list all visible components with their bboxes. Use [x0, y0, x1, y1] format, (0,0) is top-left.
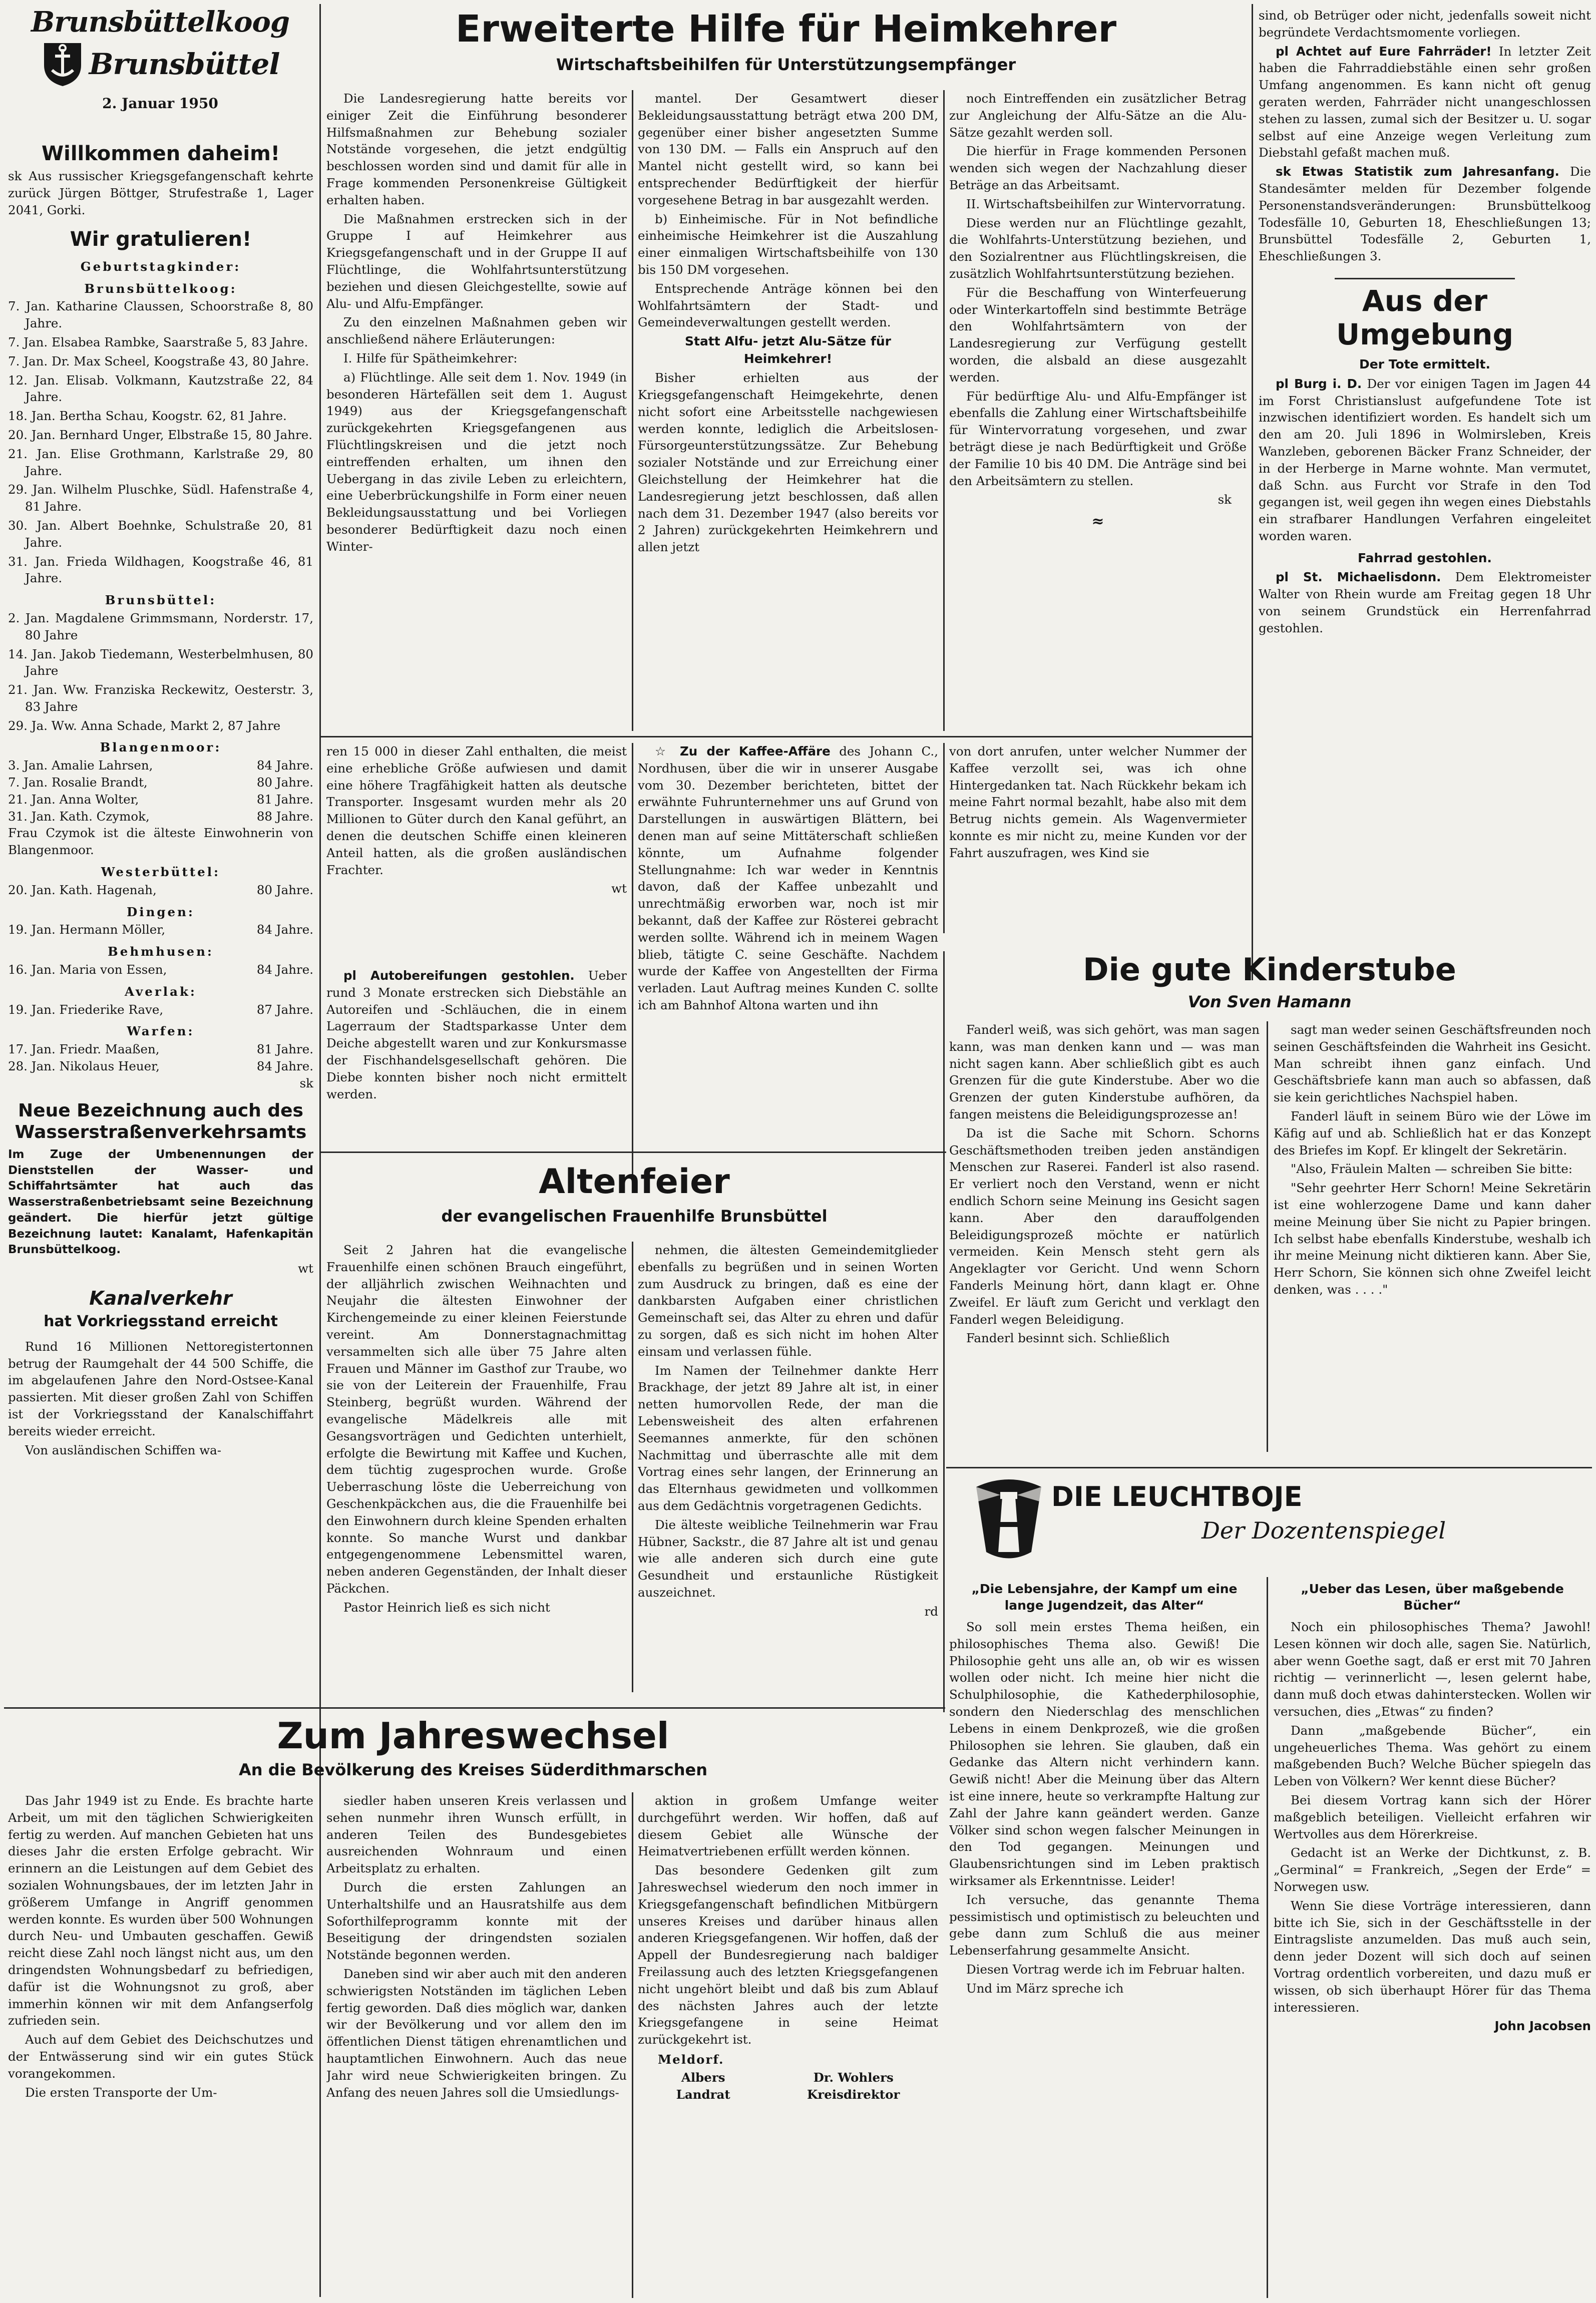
- tote-head: Der Tote ermittelt.: [1359, 357, 1491, 372]
- birthday-name: 3. Jan. Amalie Lahrsen,: [8, 758, 153, 773]
- alu-body: Bisher erhielten aus der Kriegsgefangenschaft Heimgekehrte, denen nicht sofort eine Arbeitsstelle nachgewiesen werden konnte, lediglich die Arbeitslosen-Fürsorgeunterstützungssätze. Zur Behebung sozialer Notstände und zur Erreichung einer Gleichstellung der Heimkehrer hat die Landesregierung jetzt beschlossen, daß allen nach dem 31. Dezember 1947 (also bereits vor 2 Jahren) zurückgekehrten Heimkehrern und allen jetzt: [638, 370, 938, 555]
- rule-leuchtboje-top: [946, 1467, 1592, 1468]
- kaffee-lead: ☆ Zu der Kaffee-Affäre: [655, 744, 831, 758]
- rule-umgebung: [1335, 278, 1515, 279]
- jahreswechsel-subtitle: An die Bevölkerung des Kreises Süderdithmarschen: [239, 1760, 707, 1779]
- rule-hk-bottom: [320, 736, 1252, 737]
- birthday-name: 17. Jan. Friedr. Maaßen,: [8, 1042, 160, 1057]
- wasser-title: Neue Bezeichnung auch des Wasserstraßenverkehrsamts: [15, 1100, 307, 1142]
- gratulieren-title: Wir gratulieren!: [70, 227, 252, 251]
- birthday-age: 80 Jahre.: [256, 775, 313, 790]
- lebensjahre-head: „Die Lebensjahre, der Kampf um eine lange Jugendzeit, das Alter“: [971, 1582, 1238, 1613]
- altenfeier-paragraph: Im Namen der Teilnehmer dankte Herr Brackhage, der jetzt 89 Jahre alt ist, in einer netten humorvollen Rede, der man die Lebensweisheit des alten erfahrenen Seemannes anmerkte, für den schönen Nachmittag und überraschte alle mit dem Vortrag eines sehr langen, der Erinnerung an das Elternhaus gewidmeten und vollkommen aus dem Gedächtnis vorgetragenen Gedichts.: [638, 1363, 938, 1513]
- lesen-head: „Ueber das Lesen, über maßgebende Bücher“: [1301, 1582, 1564, 1613]
- kanal-cont-body: ren 15 000 in dieser Zahl enthalten, die meist eine erhebliche Größe aufwiesen und damit eine höhere Tragfähigkeit hatten als deutsche Transporter. Insgesamt wurden mehr als 20 Millionen to Güter durch den Kanal geführt, an denen die deutschen Schiffe einen kleineren Anteil hatten, als die großen ausländischen Frachter.: [326, 744, 627, 877]
- bm-list: [8, 757, 313, 825]
- kinderstube-paragraph: "Also, Fräulein Malten — schreiben Sie bitte:: [1291, 1162, 1572, 1177]
- jahreswechsel-col1: [8, 1792, 313, 2298]
- fahrrad-gestohlen-body: Dem Elektromeister Walter von Rhein wurde am Freitag gegen 18 Uhr von seinem Grundstück ein Herrenfahrrad gestohlen.: [1259, 570, 1591, 635]
- koog-label: Brunsbüttelkoog:: [84, 281, 237, 296]
- jahreswechsel-title: Zum Jahreswechsel: [277, 1715, 669, 1757]
- fahrrad-lead: pl Achtet auf Eure Fahrräder!: [1276, 44, 1492, 59]
- be-label: Behmhusen:: [108, 944, 214, 959]
- autoreifen-article: [326, 967, 627, 1183]
- kaffee-col2: [949, 743, 1247, 943]
- leuchtboje-paragraph: Wenn Sie diese Vorträge interessieren, dann bitte ich Sie, sich in der Geschäftsstelle in der Eintragsliste anzumelden. Das muß auch sein, denn jeder Dozent will sich doch auf seinen Vortrag ordentlich vorbereiten, und dazu muß er wissen, ob sich überhaupt Hörer für das Thema interessieren.: [1274, 1898, 1591, 2015]
- betrueger-intro: sind, ob Betrüger oder nicht, jedenfalls soweit nicht begründete Verdachtsmomente vorliegen.: [1259, 8, 1591, 40]
- heimkehrer-col3: [949, 90, 1247, 731]
- leuchtboje-paragraph: Dann „maßgebende Bücher“, ein ungeheuerliches Thema. Was gehört zu einem maßgebenden Buch? Welche Bücher spiegeln das Leben von Völkern? Wer kennt diese Bücher?: [1274, 1723, 1591, 1789]
- rule-mid-1: [632, 743, 633, 1184]
- rule-mid-2: [943, 743, 945, 933]
- birthday-entry: 21. Jan. Ww. Franziska Reckewitz, Oesterstr. 3, 83 Jahre: [8, 682, 313, 714]
- jahreswechsel-paragraph: siedler haben unseren Kreis verlassen und sehen nunmehr ihren Wunsch erfüllt, in anderen Teilen des Bundesgebietes ausreichenden Wohnraum und einen Arbeitsplatz zu erhalten.: [326, 1793, 627, 1876]
- heimkehrer-paragraph: Die Landesregierung hatte bereits vor einiger Zeit die Einführung besonderer Hilfsmaßnahmen zur Behebung sozialer Notstände vorgesehen, die jetzt endgültig beschlossen worden sind und damit für alle in Frage kommenden Personenkreise Gültigkeit erhalten haben.: [326, 91, 627, 207]
- jahreswechsel-paragraph: Das Jahr 1949 ist zu Ende. Es brachte harte Arbeit, um mit den täglichen Schwierigkeiten fertig zu werden. Auf manchen Gebieten hat uns dieses Jahr die ersten Erfolge gebracht. Wir erinnern an die Leistungen auf dem Gebiet des sozialen Wohnungsbaues, der im letzten Jahr in größerem Umfange in Angriff genommen werden konnte. Es wurden über 500 Wohnungen durch Neu- und Umbauten geschaffen. Gewiß reicht diese Zahl noch längst nicht aus, um den dringendsten Wohnungsbedarf zu befriedigen, dafür ist die Wohnungsnot zu groß, aber immerhin können wir mit dem Anfangserfolg zufrieden sein.: [8, 1793, 313, 2028]
- koog-list: [8, 298, 313, 587]
- kinderstube-col1: [949, 1021, 1260, 1462]
- be-list: [8, 961, 313, 978]
- birthday-name: 21. Jan. Anna Wolter,: [8, 792, 139, 807]
- bb-list: [8, 610, 313, 734]
- birthday-age: 84 Jahre.: [256, 922, 313, 937]
- right-top-column: [1259, 7, 1591, 978]
- heimkehrer-paragraph: I. Hilfe für Spätheimkehrer:: [343, 350, 518, 365]
- signer-albers-role: Landrat: [676, 2087, 730, 2102]
- rule-af: [632, 1242, 633, 1692]
- bm-note: Frau Czymok ist die älteste Einwohnerin von Blangenmoor.: [8, 826, 313, 858]
- birthday-entry: [8, 757, 313, 774]
- birthday-entry: 7. Jan. Dr. Max Scheel, Koogstraße 43, 80 Jahre.: [8, 353, 309, 368]
- umgebung-title: Aus der Umgebung: [1336, 283, 1513, 351]
- birthday-entry: [8, 774, 313, 791]
- wasser-body: Im Zuge der Umbenennungen der Dienststellen der Wasser- und Schiffahrtsämter hat auch das Wasserstraßenbetriebsamt seine Bezeichnung geändert. Die hierfür jetzt gültige Bezeichnung lautet: Kanalamt, Hafenkapitän Brunsbüttelkoog.: [8, 1148, 313, 1257]
- birthday-entry: 31. Jan. Frieda Wildhagen, Koogstraße 46, 81 Jahre.: [8, 554, 313, 586]
- birthday-name: 19. Jan. Hermann Möller,: [8, 922, 166, 937]
- birthday-entry: 2. Jan. Magdalene Grimmsmann, Norderstr. 17, 80 Jahre: [8, 610, 313, 642]
- leuchtboje-col1: [949, 1577, 1260, 2298]
- jahreswechsel-paragraph: Daneben sind wir aber auch mit den anderen schwierigsten Notständen im täglichen Leben fertig geworden. Daß dies möglich war, danken wir der Bevölkerung und vor allem den im öffentlichen Dienst tätigen ehrenamtlichen und hauptamtlichen Einwohnern. Auch das neue Jahr wird neue Schwierigkeiten bringen. Zu Anfang des neuen Jahres soll die Umsiedlungs-: [326, 1966, 627, 2100]
- statistik-body: Die Standesämter melden für Dezember folgende Personenstandsveränderungen: Brunsbüttelkoog Todesfälle 10, Geburten 18, Eheschließungen 13; Brunsbüttel Todesfälle 2, Geburten 1, Eheschließungen 3.: [1259, 164, 1591, 264]
- kinderstube-paragraph: Fanderl weiß, was sich gehört, was man sagen kann, was man denken kann und — was man nicht sagen kann. Aber schließlich gibt es auch Grenzen für die gute Kinderstube. Aber wo die Grenzen der guten Kinderstube aufhören, da fangen meistens die Beleidigungsprozesse an!: [949, 1022, 1260, 1121]
- birthday-entry: 14. Jan. Jakob Tiedemann, Westerbelmhusen, 80 Jahre: [8, 646, 313, 678]
- birthday-entry: 7. Jan. Katharine Claussen, Schoorstraße 8, 80 Jahre.: [8, 299, 313, 331]
- wb-label: Westerbüttel:: [101, 865, 221, 880]
- kinderstube-paragraph: Fanderl läuft in seinem Büro wie der Löwe im Käfig auf und ab. Schließlich hat er das Konzept des Briefes im Kopf. Er klingelt der Sekretärin.: [1274, 1108, 1591, 1158]
- heimkehrer-paragraph: Für bedürftige Alu- und Alfu-Empfänger ist ebenfalls die Zahlung einer Wirtschaftsbeihilfe für Wintervorratung vorgesehen, und zwar beträgt diese je nach Bedürftigkeit und Größe der Familie 10 bis 40 DM. Die Anträge sind bei den Arbeitsämtern zu stellen.: [949, 389, 1247, 488]
- birthday-age: 84 Jahre.: [256, 758, 313, 773]
- willkommen-body: sk Aus russischer Kriegsgefangenschaft kehrte zurück Jürgen Böttger, Strufestraße 1, Lager 2041, Gorki.: [8, 169, 313, 217]
- column-rule-right: [1252, 4, 1253, 980]
- birthday-entry: [8, 961, 313, 978]
- leuchtboje-title: DIE LEUCHTBOJE: [1051, 1481, 1303, 1512]
- rule-hk-2: [943, 90, 945, 731]
- altenfeier-subtitle: der evangelischen Frauenhilfe Brunsbüttel: [441, 1207, 828, 1226]
- jahreswechsel-col3: [638, 1792, 938, 2298]
- heimkehrer-col2: [638, 90, 938, 731]
- gratulieren-signature: sk: [299, 1075, 313, 1090]
- heimkehrer-paragraph: Entsprechende Anträge können bei den Wohlfahrtsämtern der Stadt- und Gemeindeverwaltungen gestellt werden.: [638, 281, 938, 330]
- leuchtboje-signature: John Jacobsen: [1494, 2019, 1591, 2034]
- rule-jahreswechsel-top: [4, 1707, 945, 1709]
- birthday-age: 81 Jahre.: [256, 792, 313, 807]
- birthday-age: 84 Jahre.: [256, 962, 313, 977]
- kanal-p2: Von ausländischen Schiffen wa-: [25, 1442, 222, 1457]
- birthday-name: 16. Jan. Maria von Essen,: [8, 962, 167, 977]
- fahrrad-body: In letzter Zeit haben die Fahrraddiebstähle einen sehr großen Umfang angenommen. Es kann nicht oft genug geraten werden, Fahrräder nicht unangeschlossen stehen zu lassen, zumal sich der Besitzer u. U. sogar selbst auf eine Anzeige wegen Verleitung zum Diebstahl gefaßt machen muß.: [1259, 44, 1591, 160]
- alu-head: Statt Alfu- jetzt Alu-Sätze für Heimkehrer!: [685, 334, 891, 366]
- jahreswechsel-paragraph: aktion in großem Umfange weiter durchgeführt werden. Wir hoffen, daß auf diesem Gebiet alle Wünsche der Heimatvertriebenen erfüllt werden können.: [638, 1793, 938, 1859]
- kinderstube-author: Von Sven Hamann: [1187, 992, 1352, 1011]
- leuchtboje-paragraph: Ich versuche, das genannte Thema pessimistisch und optimistisch zu beleuchten und gebe dann zum Schluß die aus meiner Lebenserfahrung gesammelte Ansicht.: [949, 1892, 1260, 1958]
- heimkehrer-paragraph: II. Wirtschaftsbeihilfen zur Wintervorratung.: [966, 196, 1246, 211]
- heimkehrer-paragraph: Die Maßnahmen erstrecken sich in der Gruppe I auf Heimkehrer aus Kriegsgefangenschaft und in der Gruppe II auf Flüchtlinge, die Wohlfahrtsunterstützung beziehen und diesen Gleichgestellte, sowie auf Alu- und Alfu-Empfänger.: [326, 211, 627, 311]
- rule-mid-3: [943, 951, 945, 1712]
- wa-list: [8, 1041, 313, 1075]
- birthday-age: 80 Jahre.: [256, 882, 313, 897]
- di-label: Dingen:: [127, 904, 195, 919]
- kaffee-col1: [638, 743, 938, 1184]
- birthday-name: 7. Jan. Rosalie Brandt,: [8, 775, 148, 790]
- altenfeier-paragraph: Die älteste weibliche Teilnehmerin war Frau Hübner, Sackstr., die 87 Jahre alt ist und genau wie alle anderen sich durch eine gute Gesundheit und erstaunliche Rüstigkeit auszeichnet.: [638, 1517, 938, 1600]
- birthday-name: 20. Jan. Kath. Hagenah,: [8, 882, 157, 897]
- heimkehrer-paragraph: Diese werden nur an Flüchtlinge gezahlt, die Wohlfahrts-Unterstützung beziehen, und den Sozialrentner aus Flüchtlingskreisen, die zusätzlich Wohlfahrtsunterstützung beziehen.: [949, 215, 1247, 281]
- bm-label: Blangenmoor:: [100, 740, 222, 755]
- heimkehrer-subtitle: Wirtschaftsbeihilfen für Unterstützungsempfänger: [556, 55, 1016, 74]
- birthday-name: 19. Jan. Friederike Rave,: [8, 1002, 164, 1017]
- birthday-entry: [8, 808, 313, 825]
- kaffee-body1: des Johann C., Nordhusen, über die wir in unserer Ausgabe vom 30. Dezember berichteten, bittet der erwähnte Fuhrunternehmer uns auf Grund von Darstellungen in auswärtigen Blättern, bei denen man auf seine Mittäterschaft schließen könnte, um Aufnahme folgender Stellungnahme: Ich war weder in Kenntnis davon, daß der Kaffee unbezahlt und unrechtmäßig erworben war, noch ist mir bekannt, daß der Kaffee zur Rösterei gebracht werden sollte. Während ich in meinem Wagen blieb, tätigte C. seine Geschäfte. Nachdem wurde der Kaffee von Angestellten der Firma verladen. Laut Auftrag meines Kunden C. sollte ich am Bahnhof Altona warten und ihn: [638, 744, 938, 1012]
- heimkehrer-paragraph: mantel. Der Gesamtwert dieser Bekleidungsausstattung beträgt etwa 200 DM, gegenüber einer bisher angesetzten Summe von 130 DM. — Falls ein Anspruch auf den Mantel nicht gestellt wird, so kann bei entsprechender Bedürftigkeit der hierfür vorgesehene Betrag in bar ausgezahlt werden.: [638, 91, 938, 207]
- altenfeier-signature: rd: [924, 1604, 938, 1619]
- kinderstube-paragraph: Fanderl besinnt sich. Schließlich: [966, 1331, 1170, 1346]
- bb-label: Brunsbüttel:: [105, 593, 217, 608]
- willkommen-title: Willkommen daheim!: [41, 142, 280, 165]
- jahreswechsel-paragraph: Auch auf dem Gebiet des Deichschutzes und der Entwässerung sind wir ein gutes Stück vorangekommen.: [8, 2032, 313, 2081]
- coat-of-arms-icon: [41, 40, 84, 88]
- av-list: [8, 1001, 313, 1018]
- altenfeier-paragraph: Pastor Heinrich ließ es sich nicht: [343, 1600, 550, 1615]
- rule-altenfeier-top: [320, 1152, 946, 1153]
- heimkehrer-paragraph: noch Eintreffenden ein zusätzlicher Betrag zur Angleichung der Alfu-Sätze an die Alu-Sätze gezahlt werden soll.: [949, 91, 1247, 140]
- ornament-divider-icon: ≈: [1091, 513, 1104, 531]
- leuchtboje-paragraph: Noch ein philosophisches Thema? Jawohl! Lesen können wir doch alle, sagen Sie. Natürlich, aber wenn Goethe sagt, daß er erst mit 70 Jahren richtig — verinnerlicht —, lesen gelernt habe, dann muß doch etwas dahinterstecken. Wollen wir versuchen, dies „Etwas“ zu finden?: [1274, 1620, 1591, 1719]
- birthday-entry: [8, 1041, 313, 1058]
- autoreifen-body: Ueber rund 3 Monate erstrecken sich Diebstähle an Autoreifen und -Schläuchen, die in einem Lagerraum der Stadtsparkasse Unter dem Deiche abgestellt waren und zur Konkursmasse der Fischhandelsgesellschaft gehören. Die Diebe konnten bisher noch nicht ermittelt werden.: [326, 968, 627, 1101]
- fahrrad-gestohlen-head: Fahrrad gestohlen.: [1358, 550, 1492, 565]
- birthday-entry: [8, 1058, 313, 1075]
- birthday-entry: 12. Jan. Elisab. Volkmann, Kautzstraße 22, 84 Jahre.: [8, 372, 313, 405]
- heimkehrer-paragraph: a) Flüchtlinge. Alle seit dem 1. Nov. 1949 (in besonderen Härtefällen seit dem 1. August 1949) aus der Kriegsgefangenschaft zurückgekehrten Kriegsgefangenen aus Flüchtlingskreisen und die jetzt noch eintreffenden erhalten, um ihnen den Uebergang in das zivile Leben zu erleichtern, eine Ueberbrückungshilfe in Form einer neuen Bekleidungsausstattung und bei Vorliegen besonderer Bedürftigkeit dazu noch einen Winter-: [326, 369, 627, 554]
- issue-date: 2. Januar 1950: [102, 95, 218, 112]
- heimkehrer-paragraph: b) Einheimische. Für in Not befindliche einheimische Heimkehrer ist die Auszahlung einer einmaligen Wirtschaftsbeihilfe von 130 bis 150 DM vorgesehen.: [638, 211, 938, 277]
- jahreswechsel-paragraph: Die ersten Transporte der Um-: [25, 2085, 217, 2100]
- av-label: Averlak:: [125, 984, 197, 999]
- tote-body: Der vor einigen Tagen im Jagen 44 im Forst Christianslust aufgefundene Tote ist inzwischen identifiziert worden. Es handelt sich um den am 20. Juli 1896 in Wolmirsleben, Kreis Wanzleben, geborenen Bäcker Franz Schneider, der in der Herberge in Marne wohnte. Man vermutet, daß Schn. aus Furcht vor Strafe in den Tod gegangen ist, weil gegen ihn wegen eines Diebstahls ein strafbarer Handlungen Verfahren eingeleitet worden waren.: [1259, 376, 1591, 543]
- birthday-entry: 18. Jan. Bertha Schau, Koogstr. 62, 81 Jahre.: [8, 409, 287, 424]
- gratulieren-subtitle: Geburtstagkinder:: [80, 259, 241, 274]
- birthday-entry: [8, 921, 313, 938]
- kinderstube-paragraph: sagt man weder seinen Geschäftsfreunden noch seinen Geschäftsfeinden die Wahrheit ins Gesicht. Man schreibt ihnen ganz einfach. Und Geschäftsbriefe kann man auch so abfassen, daß sie kein gerichtliches Nachspiel haben.: [1274, 1022, 1591, 1105]
- birthday-name: 31. Jan. Kath. Czymok,: [8, 809, 150, 824]
- birthday-entry: 29. Jan. Wilhelm Pluschke, Südl. Hafenstraße 4, 81 Jahre.: [8, 482, 313, 514]
- jahreswechsel-paragraph: Das besondere Gedenken gilt zum Jahreswechsel wiederum den noch immer in Kriegsgefangenschaft befindlichen Mitbürgern unseres Kreises und darüber hinaus allen anderen Kriegsgefangenen. Wir hoffen, daß der Appell der Bundesregierung nach baldiger Freilassung auch des letzten Kriegsgefangenen nicht ungehört bleibt und daß bis zum Ablauf des nächsten Jahres auch der letzte Kriegsgefangene in seine Heimat zurückgekehrt ist.: [638, 1863, 938, 2047]
- birthday-entry: 20. Jan. Bernhard Unger, Elbstraße 15, 80 Jahre.: [8, 427, 313, 442]
- heimkehrer-signature: sk: [1218, 492, 1232, 507]
- masthead-line2: Brunsbüttel: [89, 47, 280, 81]
- birthday-entry: 21. Jan. Elise Grothmann, Karlstraße 29, 80 Jahre.: [8, 446, 313, 478]
- heimkehrer-col1: [326, 90, 627, 731]
- birthday-age: 84 Jahre.: [256, 1059, 313, 1074]
- birthday-age: 81 Jahre.: [256, 1042, 313, 1057]
- fahrrad-gestohlen-lead: pl St. Michaelisdonn.: [1276, 570, 1441, 585]
- jahreswechsel-paragraph: Durch die ersten Zahlungen an Unterhaltshilfe und an Hausratshilfe aus dem Soforthilfeprogramm konnte mit der Beseitigung der dringendsten sozialen Notstände begonnen werden.: [326, 1879, 627, 1963]
- masthead-line1: Brunsbüttelkoog: [31, 6, 289, 39]
- heimkehrer-paragraph: Für die Beschaffung von Winterfeuerung oder Winterkartoffeln sind bestimmte Beträge den Wohlfahrtsämtern von der Landesregierung zur Verfügung gestellt worden, die alsbald an diese ausgezahlt werden.: [949, 285, 1247, 385]
- wb-list: [8, 882, 313, 899]
- signer-wohlers-role: Kreisdirektor: [807, 2087, 900, 2102]
- column-rule-left: [319, 4, 321, 2297]
- kanal-p1: Rund 16 Millionen Nettoregistertonnen betrug der Raumgehalt der 44 500 Schiffe, die im abgelaufenen Jahre den Nord-Ostsee-Kanal passierten. Mit dieser großen Zahl von Schiffen ist der Vorkriegsstand der Kanalschiffahrt bereits wieder erreicht.: [8, 1339, 313, 1438]
- di-list: [8, 921, 313, 938]
- heimkehrer-paragraph: Die hierfür in Frage kommenden Personen wenden sich wegen der Nachzahlung dieser Beträge an das Arbeitsamt.: [949, 144, 1247, 192]
- autoreifen-lead: pl Autobereifungen gestohlen.: [343, 968, 575, 983]
- leuchtboje-col2: [1274, 1577, 1591, 2298]
- birthday-entry: 7. Jan. Elsabea Rambke, Saarstraße 5, 83 Jahre.: [8, 334, 308, 349]
- leuchtboje-subtitle: Der Dozentenspiegel: [1202, 1517, 1446, 1544]
- wa-label: Warfen:: [127, 1024, 195, 1039]
- signer-albers-name: Albers: [681, 2070, 725, 2085]
- leuchtboje-paragraph: Gedacht ist an Werke der Dichtkunst, z. B. „Germinal“ = Frankreich, „Segen der Erde“ = Norwegen usw.: [1274, 1845, 1591, 1894]
- birthday-name: 28. Jan. Nikolaus Heuer,: [8, 1059, 160, 1074]
- leuchtboje-paragraph: Und im März spreche ich: [966, 1981, 1124, 1996]
- altenfeier-col2: [638, 1242, 938, 1702]
- birthday-age: 88 Jahre.: [256, 809, 313, 824]
- altenfeier-col1: [326, 1242, 627, 1702]
- kinderstube-paragraph: Da ist die Sache mit Schorn. Schorns Geschäftsmethoden treiben jeden anständigen Menschen zur Raserei. Fanderl ist also rasend. Er verliert noch den Verstand, wenn er nicht endlich Schorn seine Meinung ins Gesicht sagen kann. Aber den darauffolgenden Beleidigungsprozeß möchte er natürlich vermeiden. Kein Mensch steht gern als Angeklagter vor Gericht. Und wenn Schorn Fanderls Meinung hört, dann klagt er. Ohne Zweifel. Er läuft zum Gericht und verklagt den Fanderl wegen Beleidigung.: [949, 1125, 1260, 1327]
- leuchtboje-paragraph: So soll mein erstes Thema heißen, ein philosophisches Thema also. Gewiß! Die Philosophie geht uns alle an, ob wir es wissen wollen oder nicht. Ich meine hier nicht die Schulphilosophie, die Kathederphilosophie, sondern den Niederschlag des menschlichen Lebens in einem Denkprozeß, wie die großen Philosophen sie lehren. Sie glauben, daß ein Gedanke das Altern nicht verhindern kann. Gewiß nicht! Aber die Meinung über das Altern ist eine innere, heute so verkrampfte Haltung zur Zahl der Jahre kann geändert werden. Ganze Völker sind schon wegen falscher Meinungen in den Tod gegangen. Meinungen und Glaubensrichtungen sind im Leben praktisch wirksamer als Erkenntnisse. Leider!: [949, 1620, 1260, 1888]
- altenfeier-paragraph: nehmen, die ältesten Gemeindemitglieder ebenfalls zu begrüßen und in seinen Worten zum Ausdruck zu bringen, daß es eine der dankbarsten Aufgaben einer christlichen Gemeinschaft sei, das Alter zu ehren und dafür zu sorgen, daß es sich nicht im hohen Alter einsam und verlassen fühle.: [638, 1243, 938, 1359]
- rule-hk-1: [632, 90, 633, 731]
- birthday-entry: 30. Jan. Albert Boehnke, Schulstraße 20, 81 Jahre.: [8, 518, 313, 550]
- wasser-signature: wt: [298, 1261, 313, 1276]
- birthday-entry: [8, 1001, 313, 1018]
- birthday-age: 87 Jahre.: [256, 1002, 313, 1017]
- kinderstube-col2: [1274, 1021, 1591, 1462]
- kanal-continued: [326, 743, 627, 963]
- masthead: [7, 4, 313, 134]
- heimkehrer-paragraph: Zu den einzelnen Maßnahmen geben wir anschließend nähere Erläuterungen:: [326, 315, 627, 347]
- rule-ks: [1267, 1021, 1268, 1452]
- heimkehrer-title: Erweiterte Hilfe für Heimkehrer: [455, 8, 1117, 51]
- birthday-entry: 29. Ja. Ww. Anna Schade, Markt 2, 87 Jahre: [8, 718, 281, 733]
- jahreswechsel-col2: [326, 1792, 627, 2298]
- leuchtboje-paragraph: Bei diesem Vortrag kann sich der Hörer maßgeblich beteiligen. Vielleicht erfahren wir Wertvolles aus dem Hörerkreise.: [1274, 1792, 1591, 1841]
- tote-lead: pl Burg i. D.: [1276, 376, 1362, 391]
- rule-jw-2: [632, 1792, 633, 2298]
- meldorf-place: Meldorf.: [658, 2052, 724, 2067]
- birthday-entry: [8, 791, 313, 808]
- altenfeier-paragraph: Seit 2 Jahren hat die evangelische Frauenhilfe einen schönen Brauch eingeführt, der alljährlich zwischen Weihnachten und Neujahr die ältesten Einwohner der Kirchengemeinde zu einer kleinen Feierstunde vereint. Am Donnerstagnachmittag versammelten sich alle über 75 Jahre alten Frauen und Männer im Gasthof zur Traube, wo sie von der Leiterein der Frauenhilfe, Frau Steinberg, begrüßt wurden. Während der evangelische Mädelkreis alle mit Gesangsvorträgen und Gedichten unterhielt, erfolgte die Bewirtung mit Kaffee und Kuchen, dem tüchtig zugesprochen wurde. Große Ueberraschung löste die Ueberreichung von Geschenkpäckchen aus, die die Frauenhilfe bei den Einwohnern durch kleine Spenden erhalten konnte. So manche Wurst und dankbar entgegengenommene Lebensmittel waren, neben anderen Gegenständen, der Inhalt dieser Päckchen.: [326, 1243, 627, 1596]
- kanal-subtitle: hat Vorkriegsstand erreicht: [44, 1313, 278, 1331]
- kaffee-body2: von dort anrufen, unter welcher Nummer der Kaffee verzollt sei, was ich ohne Hintergedanken tat. Nach Rückkehr bekam ich meine Fahrt normal bezahlt, habe also mit dem Betrug nichts gemein. Als Wagenvermieter konnte es mir nicht zu, meine Kunden vor der Fahrt auszufragen, wes Kind sie: [949, 744, 1247, 860]
- kanal-title: Kanalverkehr: [89, 1287, 232, 1309]
- kinderstube-paragraph: "Sehr geehrter Herr Schorn! Meine Sekretärin ist eine wohlerzogene Dame und kann daher meine Meinung über Sie nicht zu Papier bringen. Ich selbst habe ebenfalls Kinderstube, weshalb ich ihr meine Meinung nicht diktieren kann. Aber Sie, Herr Schorn, Sie können sich ohne Zweifel leicht denken, was . . . .": [1274, 1181, 1591, 1297]
- birthday-entry: [8, 882, 313, 899]
- rule-lb: [1267, 1577, 1268, 2298]
- leuchtboje-paragraph: Diesen Vortrag werde ich im Februar halten.: [966, 1962, 1245, 1977]
- statistik-lead: sk Etwas Statistik zum Jahresanfang.: [1276, 164, 1559, 179]
- lighthouse-icon: [971, 1477, 1046, 1567]
- altenfeier-title: Altenfeier: [539, 1162, 730, 1202]
- signer-wohlers-name: Dr. Wohlers: [813, 2070, 894, 2085]
- kanal-cont-signature: wt: [611, 881, 627, 896]
- kinderstube-title: Die gute Kinderstube: [1083, 951, 1456, 988]
